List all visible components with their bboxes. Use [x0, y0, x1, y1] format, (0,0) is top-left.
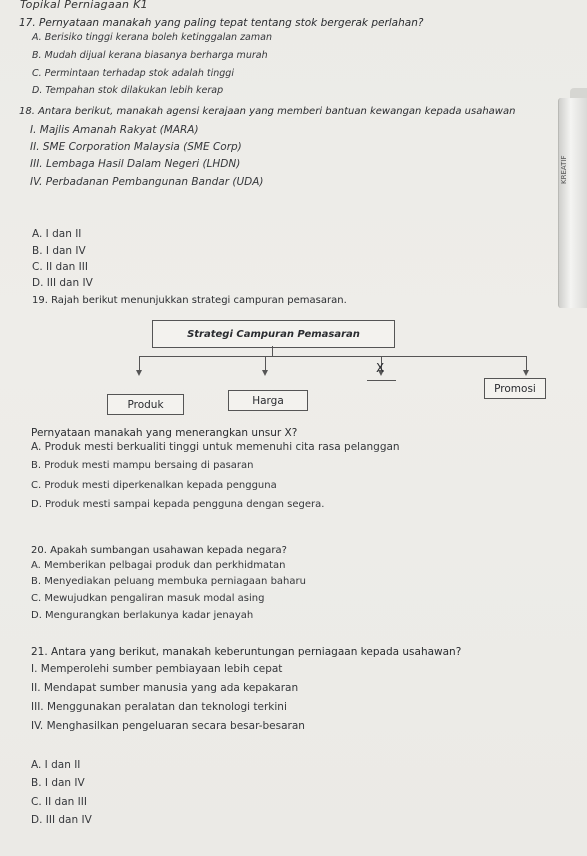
q20-option-d[interactable]: D. Mengurangkan berlakunya kadar jenayah: [31, 610, 254, 621]
diagram-branch-2: [265, 356, 266, 370]
diagram-top-box: Strategi Campuran Pemasaran: [152, 320, 395, 348]
q18-option-b[interactable]: B. I dan IV: [32, 245, 86, 257]
q21-option-a[interactable]: A. I dan II: [31, 759, 81, 771]
q21-option-b[interactable]: B. I dan IV: [31, 777, 85, 789]
q20-option-c[interactable]: C. Mewujudkan pengaliran masuk modal asing: [31, 593, 265, 604]
pen-body: [558, 98, 587, 308]
q20-question: 20. Apakah sumbangan usahawan kepada negara?: [31, 545, 287, 556]
q21-question: 21. Antara yang berikut, manakah keberuntungan perniagaan kepada usahawan?: [31, 646, 462, 658]
q19-option-d[interactable]: D. Produk mesti sampai kepada pengguna dengan segera.: [31, 499, 325, 510]
q18-statement-2: II. SME Corporation Malaysia (SME Corp): [30, 141, 242, 153]
arrow-down-icon: [523, 370, 529, 376]
q18-option-d[interactable]: D. III dan IV: [32, 277, 93, 289]
q20-option-a[interactable]: A. Memberikan pelbagai produk dan perkhidmatan: [31, 560, 286, 571]
q17-option-c[interactable]: C. Permintaan terhadap stok adalah tinggi: [32, 68, 234, 79]
diagram-x-underline: [367, 380, 396, 381]
diagram-stem: [272, 346, 273, 356]
diagram-box-produk: Produk: [107, 394, 184, 415]
page-header: Topikal Perniagaan K1: [20, 0, 148, 11]
q17-option-a[interactable]: A. Berisiko tinggi kerana boleh ketinggalan zaman: [32, 32, 272, 43]
arrow-down-icon: [262, 370, 268, 376]
arrow-down-icon: [136, 370, 142, 376]
q18-option-c[interactable]: C. II dan III: [32, 261, 88, 273]
q18-option-a[interactable]: A. I dan II: [32, 228, 82, 240]
q18-statement-4: IV. Perbadanan Pembangunan Bandar (UDA): [30, 176, 264, 188]
diagram-box-promosi: Promosi: [484, 378, 546, 399]
diagram-box-harga: Harga: [228, 390, 308, 411]
diagram-branch-4: [526, 356, 527, 370]
pen-label: KREATIF: [560, 155, 568, 185]
diagram-horizontal-line: [139, 356, 527, 357]
q21-statement-1: I. Memperolehi sumber pembiayaan lebih cepat: [31, 663, 283, 675]
q21-option-c[interactable]: C. II dan III: [31, 796, 87, 808]
q20-option-b[interactable]: B. Menyediakan peluang membuka perniagaan baharu: [31, 576, 306, 587]
q21-statement-3: III. Menggunakan peralatan dan teknologi terkini: [31, 701, 287, 713]
q17-question: 17. Pernyataan manakah yang paling tepat tentang stok bergerak perlahan?: [19, 17, 424, 29]
diagram-branch-1: [139, 356, 140, 370]
q21-statement-2: II. Mendapat sumber manusia yang ada kepakaran: [31, 682, 299, 694]
q17-option-d[interactable]: D. Tempahan stok dilakukan lebih kerap: [32, 85, 224, 96]
q21-statement-4: IV. Menghasilkan pengeluaran secara besar-besaran: [31, 720, 305, 732]
q18-statement-1: I. Majlis Amanah Rakyat (MARA): [30, 124, 199, 136]
q21-option-d[interactable]: D. III dan IV: [31, 814, 92, 826]
q18-statement-3: III. Lembaga Hasil Dalam Negeri (LHDN): [30, 158, 241, 170]
q19-prompt: Pernyataan manakah yang menerangkan unsur X?: [31, 427, 298, 439]
q19-question: 19. Rajah berikut menunjukkan strategi campuran pemasaran.: [32, 295, 347, 306]
q19-option-b[interactable]: B. Produk mesti mampu bersaing di pasaran: [31, 460, 254, 471]
diagram-label-x: X: [376, 361, 385, 375]
q19-option-c[interactable]: C. Produk mesti diperkenalkan kepada pengguna: [31, 480, 277, 491]
q18-question: 18. Antara berikut, manakah agensi kerajaan yang memberi bantuan kewangan kepada usahawan: [19, 106, 516, 117]
q19-option-a[interactable]: A. Produk mesti berkualiti tinggi untuk memenuhi cita rasa pelanggan: [31, 441, 400, 453]
q17-option-b[interactable]: B. Mudah dijual kerana biasanya berharga murah: [32, 50, 268, 61]
